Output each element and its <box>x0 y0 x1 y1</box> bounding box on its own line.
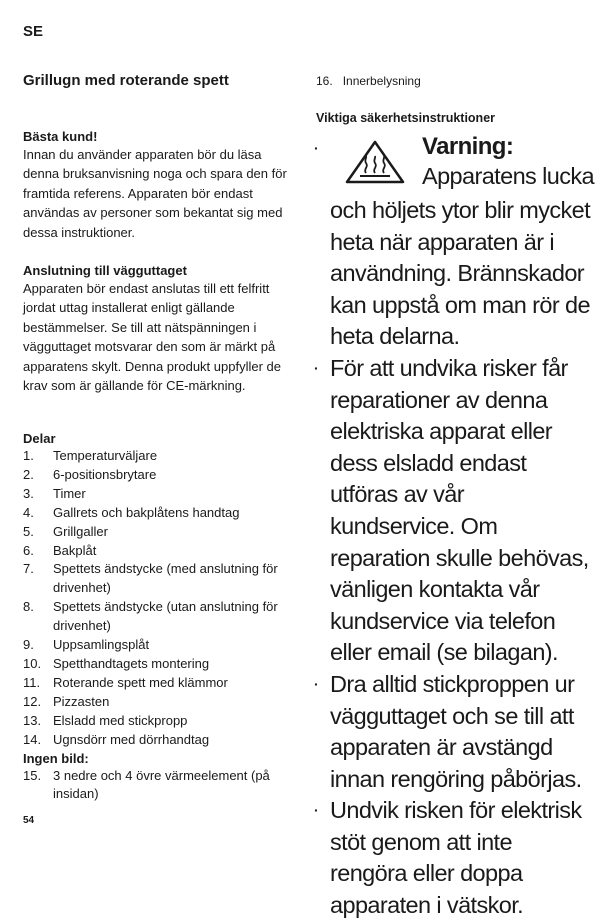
list-item-number: 1. <box>23 448 34 463</box>
safety-heading: Viktiga säkerhetsinstruktioner <box>316 111 496 125</box>
safety-section <box>314 133 594 922</box>
bullet-dot: · <box>314 359 319 376</box>
list-item-text: Ugnsdörr med dörrhandtag <box>53 731 210 747</box>
list-item <box>23 655 295 674</box>
list-item-number: 8. <box>23 599 34 615</box>
parts-heading: Delar <box>23 431 56 446</box>
list-item <box>23 731 295 750</box>
safety-bullet-text: För att undvika risker får reparationer av denna elektriska apparat eller dess elsladd endast utföras av vår kundservice. Om reparation skulle behövas, vänligen kontakta vår kundservice via telefon eller email (se bilagan). <box>330 354 589 666</box>
list-item-text: Grillgaller <box>53 523 108 539</box>
list-item-number: 6. <box>23 542 34 558</box>
list-item <box>316 74 421 88</box>
warning-block <box>314 133 594 353</box>
list-item-text: Spettets ändstycke (med anslutning för drivenhet) <box>53 561 278 596</box>
safety-bullet-text: Undvik risken för elektrisk stöt genom att inte rengöra eller doppa apparaten i vätskor. <box>330 797 582 919</box>
parts-section <box>23 430 295 804</box>
list-item-number: 3. <box>23 485 34 501</box>
list-item-number: 7. <box>23 561 34 577</box>
list-item-number: 14. <box>23 731 42 747</box>
list-item-number: 10. <box>23 655 42 671</box>
page-number: 54 <box>23 815 35 826</box>
hot-surface-warning-icon <box>344 139 406 194</box>
warning-text: och höljets ytor blir mycket heta när apparaten är i användning. Brännskador kan uppstå om man rör de heta delarna. <box>330 197 591 350</box>
bullet-dot: · <box>314 802 319 819</box>
parts-list <box>23 447 295 750</box>
safety-bullet <box>316 795 591 921</box>
list-item <box>23 560 295 598</box>
connection-section <box>23 262 295 395</box>
connection-body: Apparaten bör endast anslutas till ett felfritt jordat uttag installerat enligt gällande bestämmelser. Se till att nätspänningen i vägguttaget motsvarar den som är märkt på apparatens skylt. Denna produkt uppfyller de krav som är gällande för CE-märkning. <box>23 281 281 394</box>
list-item-text: Innerbelysning <box>342 74 421 88</box>
safety-bullet-text: Dra alltid stickproppen ur vägguttaget och se till att apparaten är avstängd innan rengöring påbörjas. <box>330 670 582 792</box>
list-item <box>23 542 295 561</box>
list-item <box>23 693 295 712</box>
list-item-number: 4. <box>23 504 34 520</box>
list-item <box>23 466 295 485</box>
list-item-number: 12. <box>23 693 42 709</box>
list-item <box>23 485 295 504</box>
intro-heading: Bästa kund! <box>23 129 98 144</box>
list-item-number: 2. <box>23 466 34 482</box>
list-item <box>23 523 295 542</box>
intro-section <box>23 128 295 242</box>
list-item-text: Uppsamlingsplåt <box>53 637 150 653</box>
list-item-number: 5. <box>23 523 34 539</box>
connection-heading: Anslutning till vägguttaget <box>23 263 187 278</box>
list-item-text: Elsladd med stickpropp <box>53 712 188 728</box>
page-title: Grillugn med roterande spett <box>23 72 229 89</box>
not-shown-list <box>23 767 295 805</box>
list-item-text: Spettets ändstycke (utan anslutning för drivenhet) <box>53 599 278 634</box>
list-item-text: Spetthandtagets montering <box>53 655 210 671</box>
list-item-number: 16. <box>316 74 333 88</box>
list-item-text: 6-positionsbrytare <box>53 466 157 482</box>
language-code: SE <box>23 23 44 40</box>
list-item <box>23 636 295 655</box>
list-item-number: 9. <box>23 637 34 653</box>
list-item-text: Timer <box>53 485 86 501</box>
list-item-text: Temperaturväljare <box>53 448 158 463</box>
list-item-number: 15. <box>23 767 42 783</box>
list-item-number: 13. <box>23 712 42 728</box>
list-item <box>23 598 295 636</box>
list-item <box>23 447 295 466</box>
warning-first-line: Apparatens lucka <box>422 163 594 189</box>
list-item <box>23 712 295 731</box>
safety-bullet <box>316 353 591 669</box>
warning-word: Varning: <box>422 133 514 160</box>
list-item-text: Bakplåt <box>53 542 97 558</box>
safety-bullet <box>316 669 591 795</box>
list-item-text: Roterande spett med klämmor <box>53 674 228 690</box>
list-item <box>23 767 295 805</box>
list-item-text: 3 nedre och 4 övre värmeelement (på insidan) <box>53 767 270 802</box>
bullet-dot: · <box>314 675 319 692</box>
list-item-number: 11. <box>23 674 41 690</box>
bullet-dot: · <box>314 140 319 156</box>
list-item <box>23 674 295 693</box>
list-item-text: Pizzasten <box>53 693 110 709</box>
not-shown-heading: Ingen bild: <box>23 750 89 766</box>
list-item-text: Gallrets och bakplåtens handtag <box>53 504 240 520</box>
intro-body: Innan du använder apparaten bör du läsa denna bruksanvisning noga och spara den för framtida referens. Apparaten bör endast användas av personer som bekantat sig med dessa instruktioner. <box>23 147 287 240</box>
list-item <box>23 504 295 523</box>
